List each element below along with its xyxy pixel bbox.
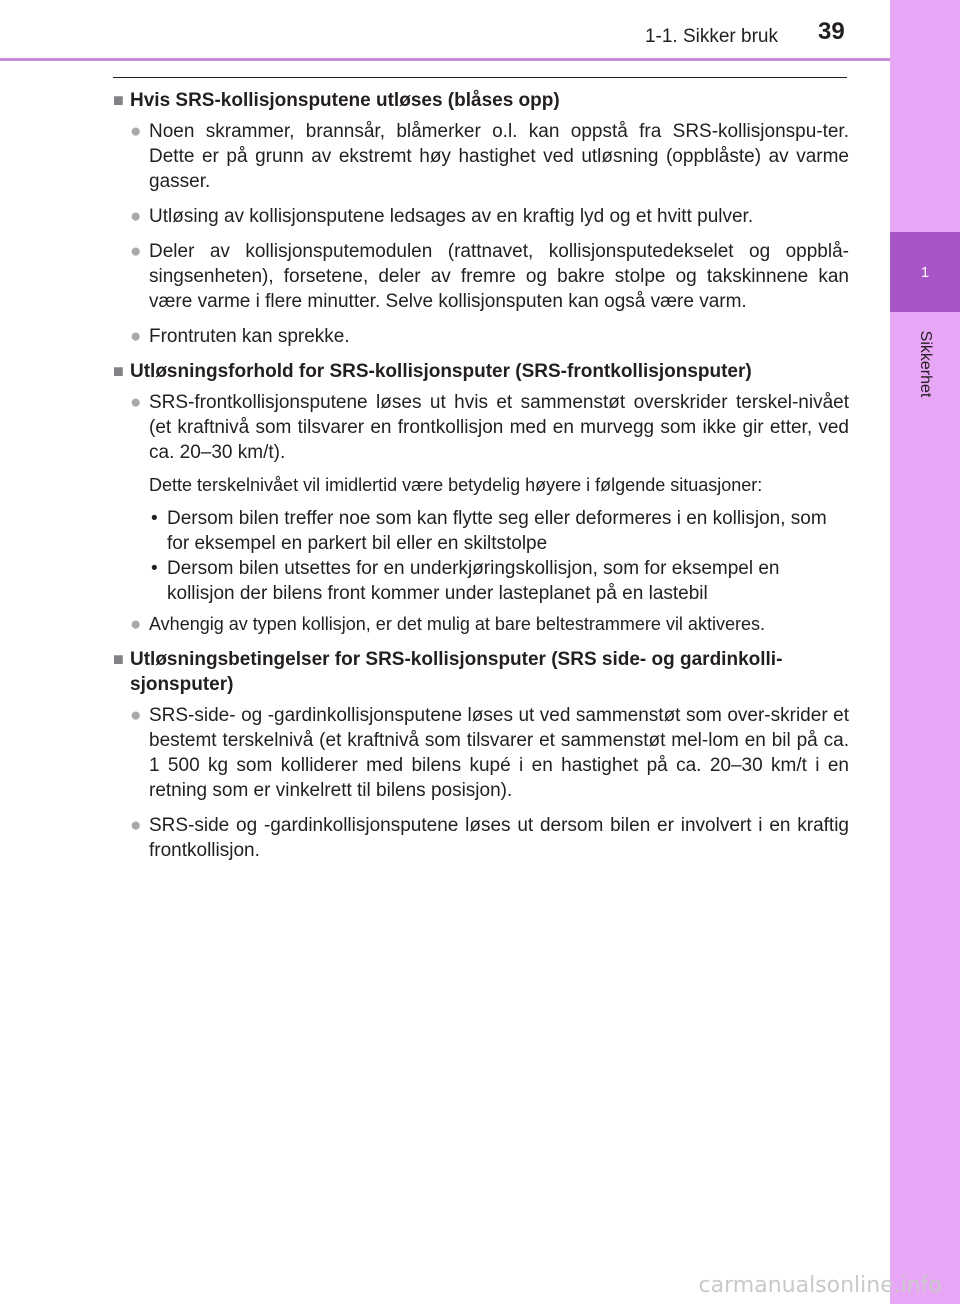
sub-list <box>113 506 849 606</box>
chapter-number-box[interactable] <box>890 232 960 312</box>
section-heading <box>113 359 849 384</box>
circle-bullet-icon: ● <box>130 206 142 227</box>
heading-text: Utløsningsbetingelser for SRS-kollisjonsputer (SRS side- og gardinkolli-sjonsputer) <box>130 649 783 695</box>
chapter-number: 1 <box>920 263 930 281</box>
section-title: 1-1. Sikker bruk <box>644 26 778 47</box>
list-item: ● Avhengig av typen kollisjon, er det mulig at bare beltestrammere vil aktiveres. <box>130 614 765 635</box>
circle-bullet-icon: ● <box>130 241 142 262</box>
sub-list-item: • Dersom bilen utsettes for en underkjøringskollisjon, som for eksempel en kollisjon der bilens front kommer under lasteplanet på en lastebil <box>151 558 780 604</box>
list-item: ● SRS-side og -gardinkollisjonsputene løses ut dersom bilen er involvert i en kraftig frontkollisjon. <box>130 815 849 861</box>
section-heading <box>113 647 849 697</box>
square-bullet-icon: ■ <box>113 90 124 110</box>
list-item: ● Utløsing av kollisjonsputene ledsages av en kraftig lyd og et hvitt pulver. <box>130 206 754 227</box>
page-number: 39 <box>818 18 845 45</box>
paragraph: Dette terskelnivået vil imidlertid være betydelig høyere i følgende situasjoner: <box>149 475 763 495</box>
list-item: ● Noen skrammer, brannsår, blåmerker o.l. kan oppstå fra SRS-kollisjonspu-ter. Dette er på grunn av ekstremt høy hastighet ved utløsning (oppblåste) av varme gasser. <box>130 121 849 192</box>
circle-bullet-icon: ● <box>130 326 142 347</box>
chapter-side-tab <box>890 0 960 1304</box>
list-item: ● SRS-side- og -gardinkollisjonsputene løses ut ved sammenstøt som over-skrider et bestemt terskelnivå (et kraftnivå som tilsvarer et sammenstøt mel-lom en bil på ca. 1 500 kg som kolliderer med bilens kupé i en hastighet på ca. 20–30 km/t i en retning som er vinkelrett til bilens posisjon). <box>130 705 849 801</box>
content-top-rule <box>113 77 847 78</box>
list-item: ● Deler av kollisjonsputemodulen (rattnavet, kollisjonsputedekselet og oppblå-singsenheten), forsetene, deler av fremre og bakre stolpe og takskinnene kan være varme i flere minutter. Selve kollisjonsputen kan også være varm. <box>130 241 849 312</box>
circle-bullet-icon: ● <box>130 614 142 635</box>
circle-bullet-icon: ● <box>130 392 142 413</box>
watermark: carmanualsonline.info <box>698 1273 942 1298</box>
header-rule <box>0 58 890 61</box>
square-bullet-icon: ■ <box>113 649 124 669</box>
section-heading <box>113 88 849 113</box>
circle-bullet-icon: ● <box>130 815 142 836</box>
heading-text: Utløsningsforhold for SRS-kollisjonsputer (SRS-frontkollisjonsputer) <box>130 361 752 382</box>
circle-bullet-icon: ● <box>130 121 142 142</box>
chapter-label: Sikkerhet <box>917 330 934 398</box>
dot-bullet-icon: • <box>151 558 158 579</box>
dot-bullet-icon: • <box>151 508 158 529</box>
circle-bullet-icon: ● <box>130 705 142 726</box>
heading-text: Hvis SRS-kollisjonsputene utløses (blåses opp) <box>130 90 560 111</box>
square-bullet-icon: ■ <box>113 361 124 381</box>
list-item: ● Frontruten kan sprekke. <box>130 326 350 347</box>
sub-list-item: • Dersom bilen treffer noe som kan flytte seg eller deformeres i en kollisjon, som for eksempel en parkert bil eller en skiltstolpe <box>151 508 827 554</box>
page-content <box>113 88 849 873</box>
list-item: ● SRS-frontkollisjonsputene løses ut hvis et sammenstøt overskrider terskel-nivået (et kraftnivå som tilsvarer en frontkollisjon med en murvegg som ikke gir etter, ved ca. 20–30 km/t). <box>130 392 849 463</box>
